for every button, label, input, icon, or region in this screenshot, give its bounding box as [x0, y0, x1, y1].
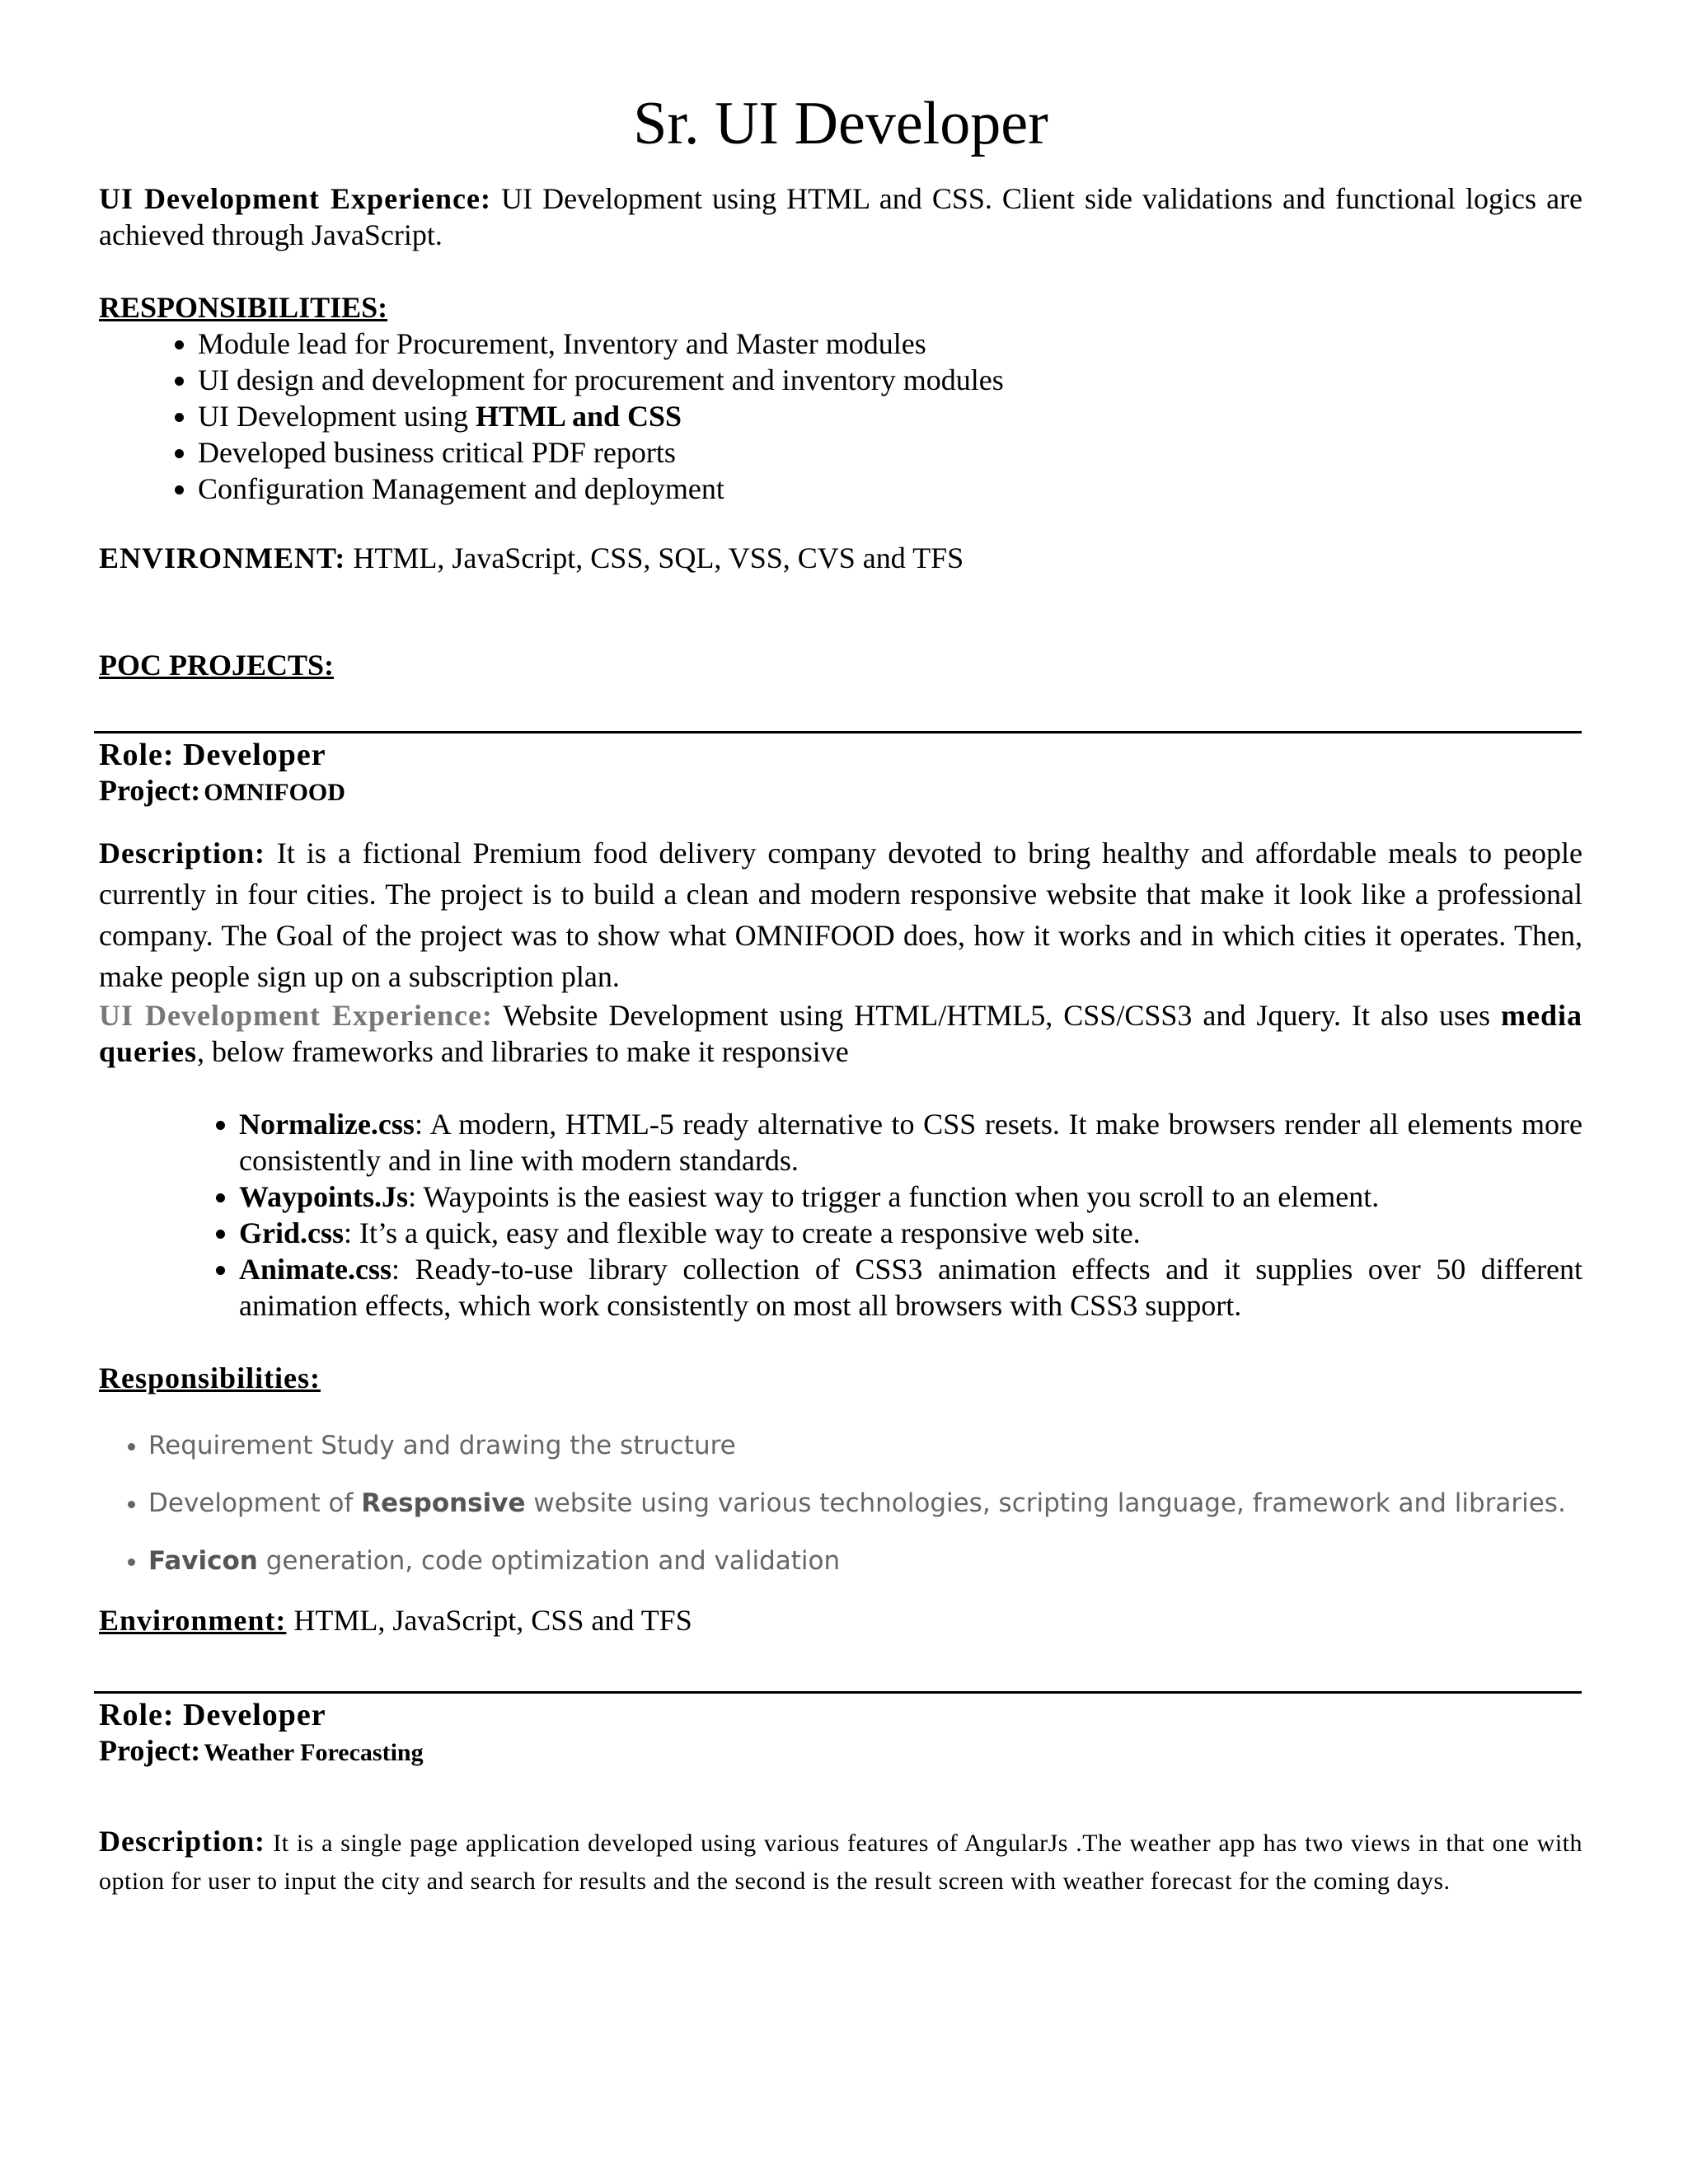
list-item [198, 398, 1582, 434]
project1-project-label: Project: [99, 774, 201, 808]
environment-line [99, 540, 1582, 576]
project1-project-name: OMNIFOOD [204, 779, 345, 807]
frameworks-list [99, 1106, 1582, 1324]
list-item-text: Development of [148, 1488, 362, 1519]
list-item-text: generation, code optimization and validation [257, 1546, 841, 1577]
responsibilities-heading: RESPONSIBILITIES: [99, 291, 388, 325]
framework-name: Waypoints.Js [239, 1180, 409, 1214]
framework-name: Normalize.css [239, 1108, 415, 1141]
ui-experience-paragraph [99, 180, 1582, 253]
project1-ui-text-1: Website Development using HTML/HTML5, CSS/CSS3 and Jquery. It also uses [503, 999, 1490, 1033]
list-item [239, 1215, 1582, 1251]
project1-ui-label: UI Development Experience: [99, 999, 493, 1033]
ui-experience-text: UI Development using HTML and CSS. Client side validations and functional logics are achieved through JavaScript. [99, 182, 1583, 252]
list-item: • Module lead for Procurement, Inventory and Master modules [198, 326, 1582, 362]
project2-project-name: Weather Forecasting [204, 1739, 424, 1767]
list-item [239, 1106, 1582, 1179]
project1-environment-label: Environment: [99, 1604, 287, 1638]
project1-environment-text: HTML, JavaScript, CSS and TFS [293, 1604, 692, 1638]
list-item-text: UI Development using [198, 400, 476, 434]
framework-text: : Ready-to-use library collection of CSS3 animation effects and it supplies over 50 different animation effects, which work consistently on most all browsers with CSS3 support. [239, 1253, 1582, 1323]
list-item [239, 1179, 1582, 1215]
project2-project-line [99, 1733, 1582, 1768]
framework-name: Grid.css [239, 1216, 345, 1250]
ui-experience-label: UI Development Experience: [99, 182, 491, 216]
framework-text: : A modern, HTML-5 ready alternative to CSS resets. It make browsers render all elements more consistently and in line with modern standards. [239, 1108, 1582, 1178]
project2-description [99, 1822, 1582, 1900]
resume-page [99, 91, 1582, 1900]
project2-project-label: Project: [99, 1734, 201, 1768]
framework-text: : It’s a quick, easy and flexible way to create a responsive web site. [344, 1216, 1141, 1250]
list-item: • Requirement Study and drawing the structure [148, 1429, 1582, 1462]
list-item-bold: HTML and CSS [475, 400, 682, 434]
list-item [239, 1251, 1582, 1324]
project1-description-text: It is a fictional Premium food delivery company devoted to bring healthy and affordable meals to people currently in four cities. The project is to build a clean and modern responsive website that make it look like a professional company. The Goal of the project was to show what OMNIFOOD does, how it works and in which cities it operates. Then, make people sign up on a subscription plan. [99, 837, 1582, 994]
project1-responsibilities-heading: Responsibilities: [99, 1361, 321, 1395]
list-item: • UI design and development for procurement and inventory modules [198, 362, 1582, 398]
list-item [148, 1487, 1582, 1520]
responsibilities-list [99, 326, 1582, 507]
list-item: • Developed business critical PDF reports [198, 434, 1582, 471]
poc-projects-heading: POC PROJECTS: [99, 649, 335, 682]
project1-ui-text-2: , below frameworks and libraries to make it responsive [197, 1035, 849, 1069]
framework-text: : Waypoints is the easiest way to trigger a function when you scroll to an element. [408, 1180, 1380, 1214]
project1-responsibilities-list [99, 1429, 1582, 1577]
page-title: Sr. UI Developer [633, 90, 1048, 157]
project1-project-line [99, 773, 1582, 808]
list-item-bold: Responsive [361, 1488, 526, 1519]
project2-role: Role: Developer [99, 1698, 326, 1733]
list-item-text: website using various technologies, scripting language, framework and libraries. [525, 1488, 1566, 1519]
environment-text: HTML, JavaScript, CSS, SQL, VSS, CVS and TFS [353, 541, 964, 575]
project1-ui-bold: media queries [99, 999, 1583, 1069]
project2-description-label: Description: [99, 1825, 265, 1858]
framework-name: Animate.css [239, 1253, 392, 1286]
list-item: • Configuration Management and deployment [198, 471, 1582, 507]
environment-label: ENVIRONMENT: [99, 541, 346, 575]
project1-description-label: Description: [99, 837, 265, 870]
list-item-bold: Favicon [148, 1546, 258, 1577]
list-item [148, 1544, 1582, 1577]
project1-description [99, 832, 1582, 997]
project2-description-text: It is a single page application developed using various features of AngularJs .The weather app has two views in that one with option for user to input the city and search for results and the second is the result screen with weather forecast for the coming days. [99, 1830, 1583, 1896]
project1-ui-experience [99, 997, 1582, 1070]
project1-environment-line [99, 1602, 1582, 1638]
project1-role: Role: Developer [99, 738, 326, 773]
